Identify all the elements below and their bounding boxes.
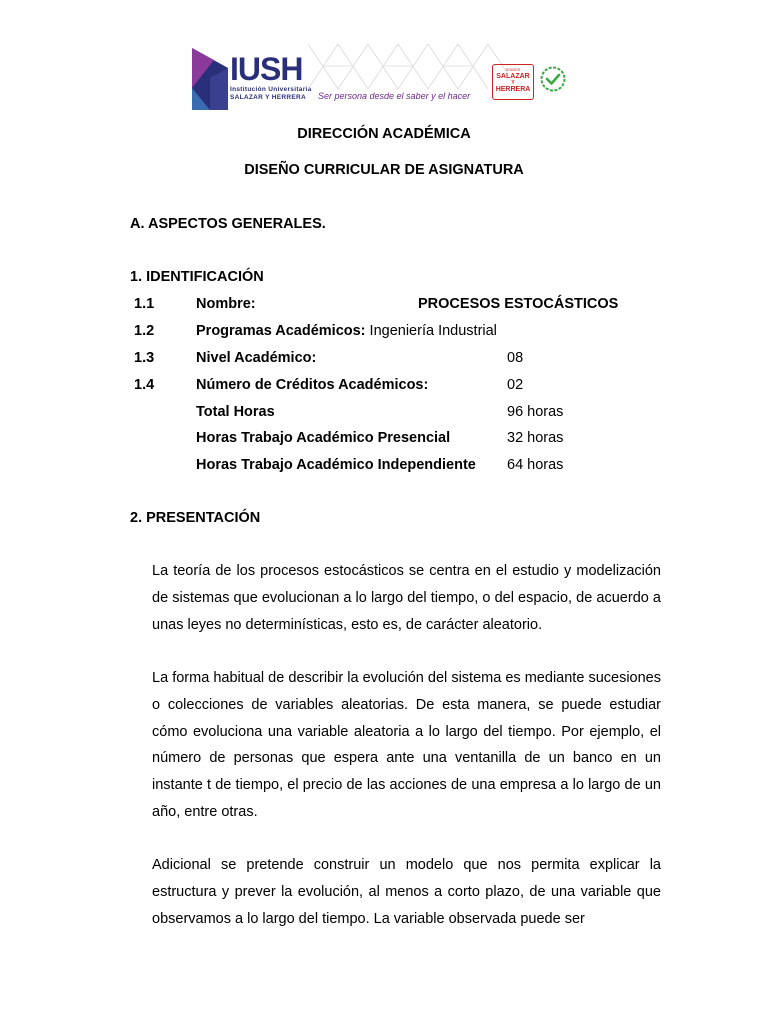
paragraph: La forma habitual de describir la evolución del sistema es mediante sucesiones o colecciones de variables aleatorias. De esta manera, se puede estudiar cómo evoluciona una variable aleatoria a lo largo del tiempo. Por ejemplo, el número de personas que espera ante una ventanilla de un banco en un instante t de tiempo, el precio de las acciones de una empresa a lo largo de un año, entre otras. — [152, 670, 661, 820]
row-label: Horas Trabajo Académico Independiente — [196, 457, 476, 473]
shield-logo-icon — [192, 48, 228, 110]
logo-subtitle-2: SALAZAR Y HERRERA — [230, 94, 307, 101]
document-title: DIRECCIÓN ACADÉMICA — [297, 126, 471, 142]
logo-subtitle-1: Institución Universitaria — [230, 86, 312, 93]
institution-tagline: Ser persona desde el saber y el hacer — [318, 91, 471, 101]
row-value: 64 horas — [507, 457, 564, 473]
check-seal-icon — [540, 66, 566, 92]
section-1-heading: 1. IDENTIFICACIÓN — [130, 269, 264, 285]
row-label: Horas Trabajo Académico Presencial — [196, 430, 451, 446]
badge-name-line-3: HERRERA — [495, 86, 531, 93]
document-subtitle: DISEÑO CURRICULAR DE ASIGNATURA — [244, 162, 524, 178]
row-value: 08 — [507, 350, 524, 366]
row-number: 1.1 — [134, 296, 155, 312]
row-number: 1.4 — [134, 377, 155, 393]
row-number: 1.3 — [134, 350, 155, 366]
row-label: Número de Créditos Académicos: — [196, 377, 429, 393]
row-label: Programas Académicos: — [196, 323, 366, 339]
row-label-value — [196, 322, 497, 340]
row-value: Ingeniería Industrial — [369, 323, 497, 339]
badge-top-text: SOMOS — [505, 67, 521, 72]
badge-name-line-1: SALAZAR — [496, 73, 530, 80]
row-value: 32 horas — [507, 430, 564, 446]
row-label: Total Horas — [196, 404, 275, 420]
badge-name-line-2: Y — [511, 80, 515, 86]
institution-header — [190, 42, 576, 112]
row-label: Nivel Académico: — [196, 350, 317, 366]
row-value: PROCESOS ESTOCÁSTICOS — [418, 296, 619, 312]
paragraph: La teoría de los procesos estocásticos se centra en el estudio y modelización de sistemas que evolucionan a lo largo del tiempo, o del espacio, de acuerdo a unas leyes no determinísticas, esto es, de carácter aleatorio. — [152, 563, 661, 633]
row-value: 96 horas — [507, 404, 564, 420]
salazar-herrera-badge — [492, 64, 534, 100]
section-2-heading: 2. PRESENTACIÓN — [130, 510, 261, 526]
logo-wordmark: IUSH — [230, 51, 303, 87]
row-number: 1.2 — [134, 323, 155, 339]
section-a-heading: A. ASPECTOS GENERALES. — [130, 216, 326, 232]
row-value: 02 — [507, 377, 524, 393]
row-label: Nombre: — [196, 296, 256, 312]
paragraph: Adicional se pretende construir un modelo que nos permita explicar la estructura y prever la evolución, al menos a corto plazo, de una variable que observamos a lo largo del tiempo. La variable observada puede ser — [152, 857, 661, 927]
